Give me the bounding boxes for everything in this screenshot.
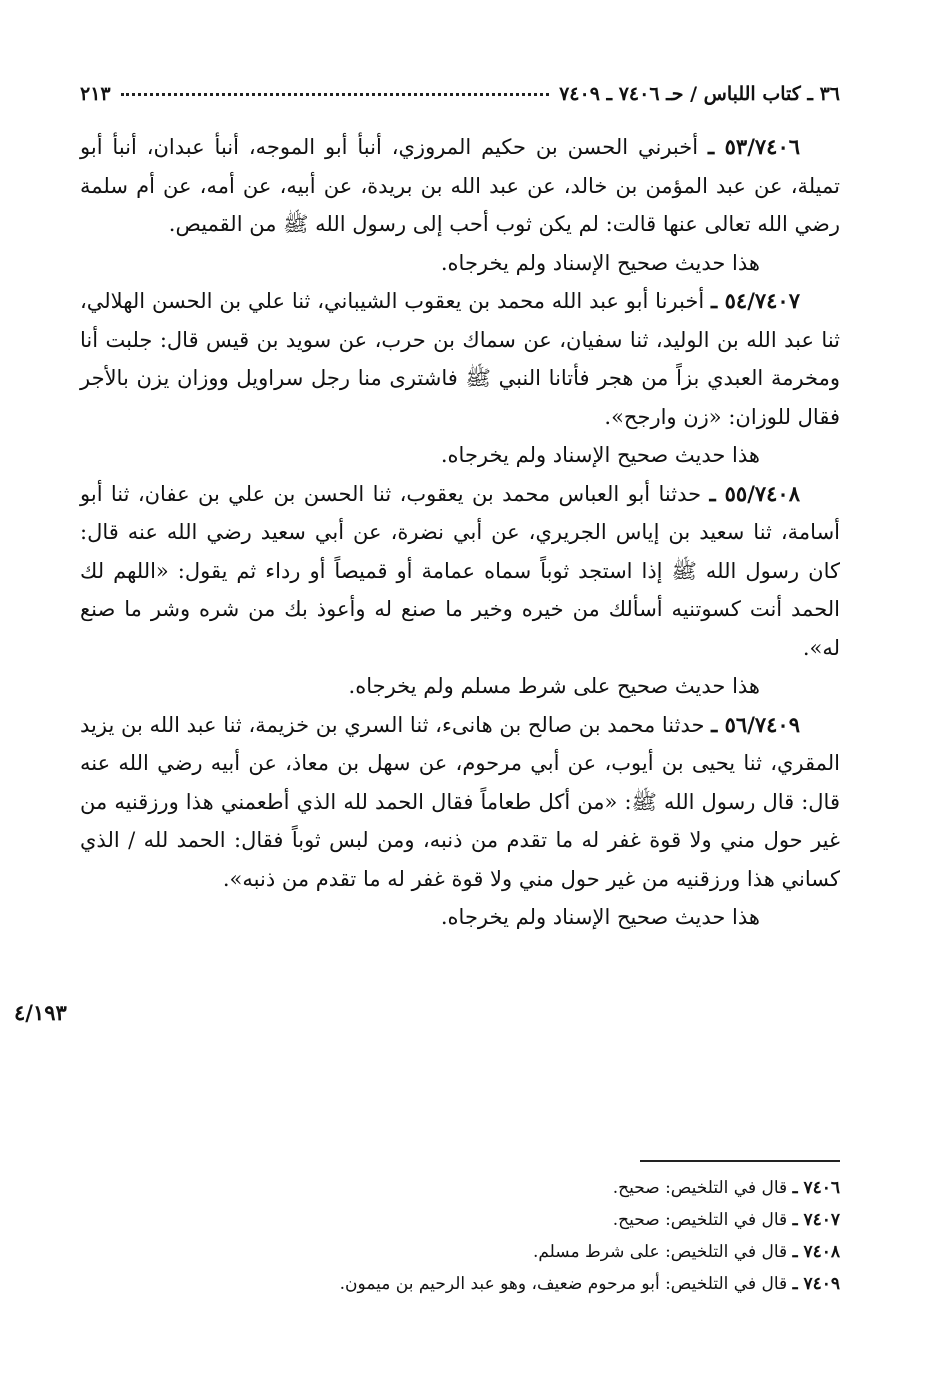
footnote-divider <box>640 1160 840 1162</box>
main-text <box>80 128 840 937</box>
page-header <box>80 76 840 112</box>
hadith-7407 <box>80 282 840 436</box>
footnote-text: قال في التلخيص: على شرط مسلم. <box>532 1242 793 1262</box>
footnote-number: ٧٤٠٦ ـ <box>792 1178 840 1198</box>
hadith-text: أخبرني الحسن بن حكيم المروزي، أنبأ أبو الموجه، أنبأ عبدان، أنبأ أبو تميلة، عن عبد المؤمن بن خالد، عن عبد الله بن بريدة، عن أبيه، عن أمه، عن أم سلمة رضي الله تعالى عنها قالت: لم يكن ثوب أحب إلى رسول الله ﷺ من القميص. <box>80 135 841 236</box>
footnote-text: قال في التلخيص: صحيح. <box>612 1178 793 1198</box>
page-number: ٢١٣ <box>80 83 111 105</box>
footnote-text: قال في التلخيص: صحيح. <box>612 1210 793 1230</box>
hadith-text: حدثنا محمد بن صالح بن هانىء، ثنا السري بن خزيمة، ثنا عبد الله بن يزيد المقري، ثنا يحيى بن أيوب، عن أبي مرحوم، عن سهل بن معاذ، عن أبيه رضي الله عنه قال: قال رسول الله ﷺ: «من أكل طعاماً فقال الحمد لله الذي أطعمني هذا ورزقنيه من غير حول مني ولا قوة غفر له ما تقدم من ذنبه، ومن لبس ثوباً فقال: الحمد لله / الذي كساني هذا ورزقنيه من غير حول مني ولا قوة غفر له ما تقدم من ذنبه». <box>80 712 840 891</box>
footnote <box>80 1172 840 1204</box>
hadith-verdict: هذا حديث صحيح الإسناد ولم يخرجاه. <box>440 250 760 275</box>
hadith-number: ٥٤/٧٤٠٧ ـ <box>711 288 800 313</box>
footnote-number: ٧٤٠٧ ـ <box>792 1210 840 1230</box>
footnote-number: ٧٤٠٨ ـ <box>792 1242 840 1262</box>
hadith-verdict: هذا حديث صحيح على شرط مسلم ولم يخرجاه. <box>348 674 760 698</box>
hadith-text: حدثنا أبو العباس محمد بن يعقوب، ثنا الحسن بن علي بن عفان، ثنا أبو أسامة، ثنا سعيد بن إياس الجريري، عن أبي نضرة، عن أبي سعيد رضي الله عنه قال: كان رسول الله ﷺ إذا استجد ثوباً سماه عمامة أو قميصاً أو رداء ثم يقول: «اللهم لك الحمد أنت كسوتنيه أسألك من خيره وخير ما صنع له وأعوذ بك من شره وشر ما صنع له». <box>80 481 840 660</box>
footnote <box>80 1204 840 1236</box>
hadith-number: ٥٣/٧٤٠٦ ـ <box>707 134 801 159</box>
dotted-leader <box>121 92 549 96</box>
running-title: ٣٦ ـ كتاب اللباس / حـ ٧٤٠٦ ـ ٧٤٠٩ <box>559 83 840 105</box>
footnote <box>80 1236 840 1268</box>
hadith-verdict: هذا حديث صحيح الإسناد ولم يخرجاه. <box>440 443 760 467</box>
hadith-7408 <box>80 475 840 668</box>
hadith-7406 <box>80 128 840 244</box>
hadith-7409 <box>80 706 840 899</box>
manuscript-page-reference: ٤/١٩٣ <box>14 1000 67 1025</box>
hadith-number: ٥٥/٧٤٠٨ ـ <box>709 480 800 506</box>
footnote-number: ٧٤٠٩ ـ <box>792 1274 840 1294</box>
hadith-text: أخبرنا أبو عبد الله محمد بن يعقوب الشيباني، ثنا علي بن الحسن الهلالي، ثنا عبد الله بن الوليد، ثنا سفيان، عن سماك بن حرب، عن سويد بن قيس قال: جلبت أنا ومخرمة العبدي بزاً من هجر فأتانا النبي ﷺ فاشترى منا رجل سراويل ووزان يزن بالأجر فقال للوزان: «زن وارجح». <box>80 289 840 429</box>
hadith-number: ٥٦/٧٤٠٩ ـ <box>711 711 800 737</box>
hadith-verdict: هذا حديث صحيح الإسناد ولم يخرجاه. <box>440 905 760 929</box>
footnotes <box>80 1172 840 1300</box>
footnote <box>80 1268 840 1300</box>
footnote-text: قال في التلخيص: أبو مرحوم ضعيف، وهو عبد الرحيم بن ميمون. <box>339 1274 793 1294</box>
